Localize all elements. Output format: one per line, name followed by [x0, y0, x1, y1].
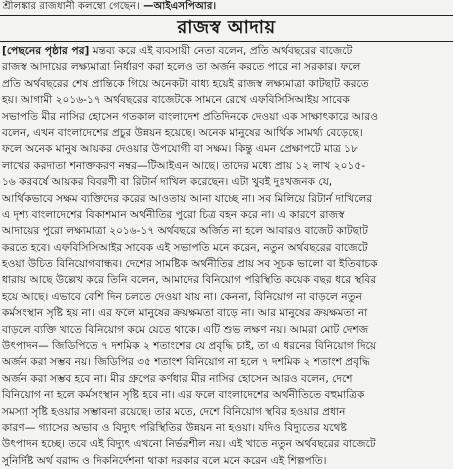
- article-line: ধারায় আছে উল্লেখ করে তিনি বলেন, আমাদের বিনিয়োগ পরিস্থিতি কয়েক বছর ধরে স্থবির: [2, 274, 377, 287]
- article-line: কর্মসংস্থান সৃষ্টি হয় না। এর ফলে মানুষের ক্রয়ক্ষমতা বাড়ে না। আর মানুষের ক্রয়ক্ষমতা না: [2, 307, 368, 320]
- article-line: সুনির্দিষ্ট অর্থ বরাদ্দ ও দিকনির্দেশনা থাকা দরকার বলে মনে করেন এই শিল্পপতি।: [2, 454, 327, 467]
- article-line: এ দৃশ্য বাংলাদেশের বিকাশমান অর্থনীতির পুরো চিত্র বহন করে না। এ কারণে রাজস্ব: [2, 208, 345, 221]
- article-line: বাড়লে ব্যক্তি খাতে বিনিয়োগ কমে যেতে থাকে। এটি শুভ লক্ষণ নয়। আমরা মোট দেশজ: [2, 323, 369, 336]
- article-line: উৎপাদন— জিডিপিতে ৭ দশমিক ২ শতাংশের যে প্রবৃদ্ধি চাই, তা এ ধরনের বিনিয়োগ দিয়ে: [2, 340, 377, 353]
- article-line: [পেছনের পৃষ্ঠার পর] মন্তব্য করে এই ব্যবসায়ী নেতা বলেন, প্রতি অর্থবছরের বাজেটে: [2, 45, 353, 57]
- article-line: উৎপাদন হচ্ছে। তবে এই বিদ্যুৎ এখনো নির্ভরশীল নয়। এই খাতে নতুন অর্থবছরের বাজেটে: [2, 438, 376, 451]
- article-line: হয়। আগামী ২০১৬-১৭ অর্থবছরের বাজেটকে সামনে রেখে এফবিসিসিআইয় সাবেক: [2, 94, 350, 107]
- article-line: হওয়া উচিত বিনিয়োগবান্ধব। দেশের সামষ্টিক অর্থনীতির প্রায় সব সূচক ভালো বা ইতিবাচক: [2, 258, 378, 271]
- headline-bar: [0, 15, 453, 42]
- article-line: রাজস্ব আদায়ের লক্ষ্যমাত্রা নির্ধারণ করা হলেও তা অর্জন করতে পারে না সরকার। ফলে: [2, 61, 361, 74]
- article-line: সমস্যা সৃষ্টি হওয়ার সম্ভাবনা রয়েছে। তার মতে, দেশে বিনিয়োগ স্থবির হওয়ার প্রধান: [2, 405, 346, 418]
- article-line: অর্জন করা সম্ভব নয়। জিডিপির ৩৫ শতাংশ বিনিয়োগ না হলে ৭ দশমিক ২ শতাংশ প্রবৃদ্ধি: [2, 356, 370, 369]
- article-body: [2, 43, 451, 469]
- news-source: —আইএসপিআর।: [139, 1, 217, 12]
- article-line: আদায়ের পুরো লক্ষ্যমাত্রা ২০১৬-১৭ অর্থবছরে অর্জিত না হলে আবারও বাজেট কাটছাট: [2, 225, 368, 238]
- article-line: কারণ— গ্যাসের অভাব ও বিদ্যুৎ পরিস্থিতির উন্নয়ন না হওয়া। যদিও বিদ্যুতের যথেষ্ট: [2, 421, 347, 434]
- article-headline: রাজস্ব আদায়: [177, 17, 276, 38]
- article-line: প্রতি অর্থবছরের শেষ প্রান্তিকে গিয়ে অনেকটা বাধ্য হয়েই রাজস্ব লক্ষ্যমাত্রা কাটছাট করতে: [2, 77, 369, 90]
- article-line: লাখের করদাতা শনাক্তকরণ নম্বর—টিআইএন আছে। তাদের মধ্যে প্রায় ১২ লাখ ২০১৫-: [2, 159, 366, 172]
- article-line: ফলে অনেক মানুষ আয়কর দেওয়ার উপযোগী বা সক্ষম। কিন্তু এমন প্রেক্ষাপটে মাত্র ১৮: [2, 143, 358, 156]
- article-line: করতে হবে। এফবিসিসিআইর সাবেক এই সভাপতি মনে করেন, নতুন অর্থবছরের বাজেটে: [2, 241, 368, 254]
- article-line: সভাপতি মীর নাসির হোসেন গতকাল বাংলাদেশ প্রতিদিনকে দেওয়া এক সাক্ষাৎকারে আরও: [2, 110, 379, 123]
- article-line: ১৬ করবর্ষে আয়কর বিবরণী বা রিটার্ন দাখিল করেছেন। এটা খুবই দুঃখজনক যে,: [2, 176, 333, 189]
- article-line: হয়ে আছে। এভাবে বেশি দিন চলতে দেওয়া যায় না। কেননা, বিনিয়োগ না বাড়লে নতুন: [2, 290, 362, 303]
- article-line: অর্জন করা সম্ভব হবে না। মীর গ্রুপের কর্ণধার মীর নাসির হোসেন আরও বলেন, দেশে: [2, 372, 353, 385]
- continued-from-marker: [পেছনের পৃষ্ঠার পর]: [2, 45, 90, 57]
- article-line: বলেন, এখন বাংলাদেশের প্রচুর উন্নয়ন হয়েছে। অনেক মানুষের আর্থিক সামর্থ্য বেড়েছে।: [2, 126, 363, 139]
- previous-article-end: [0, 0, 453, 15]
- article-line: বিনিয়োগ না হলে কর্মসংস্থান সৃষ্টি হবে না। এর ফলে বাংলাদেশের অর্থনীতিতে বহুমাত্রিক: [2, 389, 365, 402]
- previous-article-text: শ্রীলঙ্কার রাজধানী কলম্বো গেছেন।: [3, 1, 140, 12]
- article-line: আর্থিকভাবে সক্ষম ব্যক্তিদের করের আওতায় আনা যাচ্ছে না। সব মিলিয়ে রিটার্ন দাখিলের: [2, 192, 373, 205]
